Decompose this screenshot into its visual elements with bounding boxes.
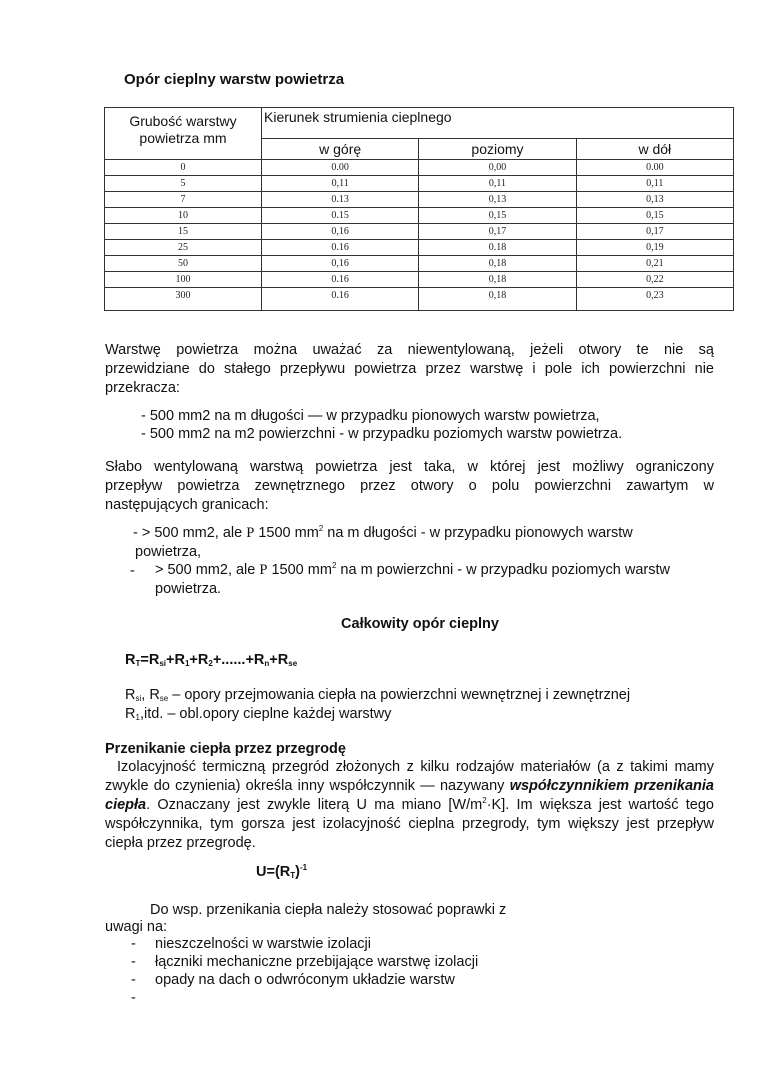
cell-upward: 0.16 (262, 272, 419, 288)
cell-thickness: 0 (105, 160, 262, 176)
cell-horizontal: 0,18 (419, 288, 576, 311)
paragraph-line: przepływ powietrza zewnętrznego przez otwory o polu powierzchni zawartym w (105, 478, 714, 494)
list-item-continuation: powietrza. (155, 581, 222, 597)
cell-horizontal: 0,00 (419, 160, 576, 176)
paragraph-line: Słabo wentylowaną warstwą powietrza jest taka, w której jest możliwy ograniczony (105, 459, 714, 475)
table-row (105, 224, 734, 240)
bullet-dash: - (131, 954, 136, 970)
table-row (105, 208, 734, 224)
air-layer-resistance-table (104, 107, 734, 311)
cell-downward: 0,23 (576, 288, 733, 311)
table-row (105, 160, 734, 176)
cell-horizontal: 0,13 (419, 192, 576, 208)
section-title-heat-transfer: Przenikanie ciepła przez przegrodę (105, 741, 346, 757)
cell-upward: 0.16 (262, 240, 419, 256)
cell-downward: 0,15 (576, 208, 733, 224)
paragraph-line: przekracza: (105, 380, 180, 396)
cell-upward: 0.13 (262, 192, 419, 208)
section-title-air-layer-resistance: Opór cieplny warstw powietrza (124, 71, 345, 88)
corrections-intro: Do wsp. przenikania ciepła należy stosować poprawki z (150, 902, 507, 918)
list-item: nieszczelności w warstwie izolacji (155, 936, 371, 952)
cell-upward: 0,11 (262, 176, 419, 192)
table-row (105, 256, 734, 272)
cell-upward: 0.15 (262, 208, 419, 224)
bullet-dash: - (130, 563, 135, 579)
table-row (105, 288, 734, 311)
cell-downward: 0.00 (576, 160, 733, 176)
cell-downward: 0,22 (576, 272, 733, 288)
cell-horizontal: 0,18 (419, 256, 576, 272)
table-row (105, 176, 734, 192)
header-layer-thickness: Grubość warstwy powietrza mm (105, 108, 262, 160)
corrections-intro-continuation: uwagi na: (105, 919, 168, 935)
total-resistance-formula: $R_T=R_{si}+R_1+R_2+......+R_n+R_{se}$ (125, 652, 298, 668)
le-symbol: P (259, 562, 268, 578)
cell-upward: 0,16 (262, 256, 419, 272)
list-item: - > 500 mm2, ale P 1500 $mm^2$ na m długości - w przypadku pionowych warstw (133, 524, 633, 541)
cell-thickness: 15 (105, 224, 262, 240)
header-upward: w górę (262, 139, 419, 160)
header-downward: w dół (576, 139, 733, 160)
header-heat-flow-direction: Kierunek strumienia cieplnego (262, 108, 734, 139)
cell-downward: 0,13 (576, 192, 733, 208)
list-item: - 500 mm2 na m2 powierzchni - w przypadku poziomych warstw powietrza. (141, 426, 623, 442)
cell-thickness: 7 (105, 192, 262, 208)
cell-upward: 0.00 (262, 160, 419, 176)
list-item: > 500 mm2, ale P 1500 $mm^2$ na m powierzchni - w przypadku poziomych warstw (155, 561, 671, 578)
cell-horizontal: 0,18 (419, 272, 576, 288)
bullet-dash: - (131, 972, 136, 988)
list-item: łączniki mechaniczne przebijające warstwę izolacji (155, 954, 479, 970)
cell-downward: 0,11 (576, 176, 733, 192)
list-item-continuation: powietrza, (135, 544, 202, 560)
u-value-formula: $U=(R_T)^{-1}$ (256, 863, 308, 880)
bullet-dash: - (131, 990, 136, 1006)
cell-downward: 0,17 (576, 224, 733, 240)
cell-thickness: 25 (105, 240, 262, 256)
layer-resistance-definition: $R_1,itd$. – obl.opory cieplne każdej warstwy (125, 706, 392, 722)
cell-downward: 0,21 (576, 256, 733, 272)
paragraph-line: przewidziane do stałego przepływu powietrza przez warstwę i pole ich powierzchni nie (105, 361, 714, 377)
list-item: - 500 mm2 na m długości — w przypadku pionowych warstw powietrza, (141, 408, 600, 424)
cell-downward: 0,19 (576, 240, 733, 256)
table-row (105, 240, 734, 256)
cell-horizontal: 0.18 (419, 240, 576, 256)
unventilated-layer-paragraph (105, 341, 714, 398)
table-row (105, 272, 734, 288)
section-title-total-resistance: Całkowity opór cieplny (341, 616, 499, 632)
surface-resistance-definition: $R_{si}$, $R_{se}$ – opory przejmowania ciepła na powierzchni wewnętrznej i zewnętrznej (125, 687, 631, 703)
cell-thickness: 100 (105, 272, 262, 288)
paragraph-line: Warstwę powietrza można uważać za niewentylowaną, jeżeli otwory te nie są (105, 342, 714, 358)
cell-horizontal: 0,11 (419, 176, 576, 192)
cell-thickness: 10 (105, 208, 262, 224)
emphasized-term: współczynnikiem przenikania ciepła (105, 778, 714, 813)
paragraph-line: następujących granicach: (105, 497, 269, 513)
heat-transfer-paragraph: Izolacyjność termiczną przegród złożonych z kilku rodzajów materiałów (a z takimi mamy zwykle do czynienia) określa inny współczynnik — nazywany współczynnikiem przenikania ciepła. Oznaczany jest zwykle literą U ma miano $[W/m^2\cdot K]$. Im większa jest wartość tego współczynnika, tym gorsza jest izolacyjność cieplna przegrody, tym większy jest przepływ ciepła przez przegrodę. (105, 759, 714, 851)
weakly-ventilated-layer-paragraph (105, 458, 714, 515)
header-horizontal: poziomy (419, 139, 576, 160)
cell-upward: 0,16 (262, 224, 419, 240)
cell-thickness: 5 (105, 176, 262, 192)
cell-horizontal: 0,15 (419, 208, 576, 224)
list-item: opady na dach o odwróconym układzie warstw (155, 972, 455, 988)
le-symbol: P (246, 525, 255, 541)
cell-horizontal: 0,17 (419, 224, 576, 240)
cell-thickness: 50 (105, 256, 262, 272)
cell-thickness: 300 (105, 288, 262, 311)
cell-upward: 0.16 (262, 288, 419, 311)
bullet-dash: - (131, 936, 136, 952)
table-row (105, 192, 734, 208)
